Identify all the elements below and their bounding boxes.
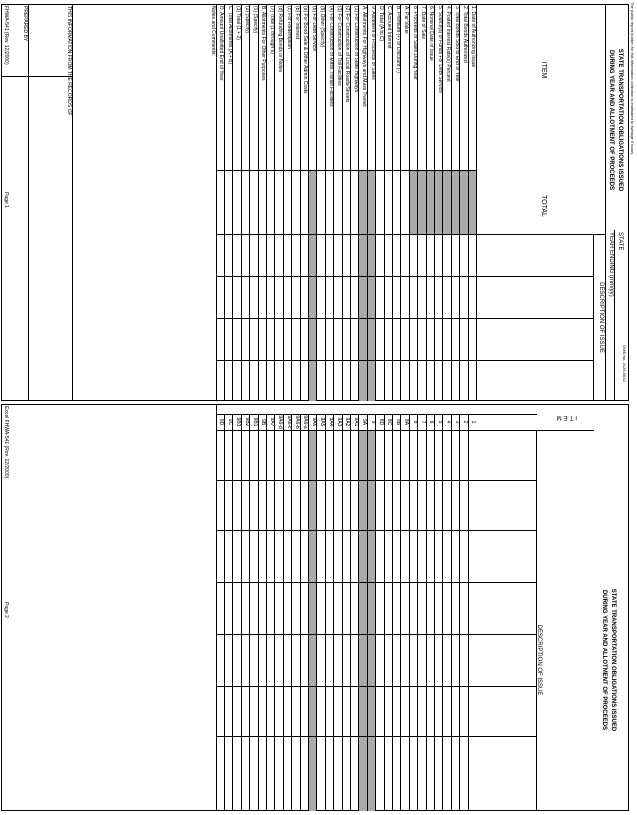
item-row-label: B. Premium (+) or Discount (-) xyxy=(394,6,401,73)
item-code: 8A xyxy=(403,418,410,426)
item-row-label: D. Total (A to C) xyxy=(378,6,385,42)
burden-note: The public report burden for this information collection is estimated to average 5 hours. xyxy=(630,2,635,156)
item-row-label: (7) Total (1 through 6) xyxy=(268,6,275,54)
item-code: 8B xyxy=(394,418,401,426)
shaded-cell xyxy=(427,171,434,234)
shaded-cell xyxy=(460,171,467,234)
item-row-label: B. Allotments For Other Purposes xyxy=(260,6,267,81)
item-code: 9A6-d xyxy=(277,415,284,429)
item-code: 8D xyxy=(378,418,385,426)
item-row-label: C. Accrued Interest xyxy=(386,6,393,49)
item-code: 9B1 xyxy=(252,417,259,427)
item-code: 9 xyxy=(369,420,376,424)
item-row-label: 6. Nominal Date of Issue xyxy=(428,6,435,61)
item-code: 8 xyxy=(411,420,418,424)
item-row-label: (1) (Specify) xyxy=(252,6,259,34)
item-row-label: C. Total Allotments (A + B) xyxy=(226,6,233,65)
item-row-label: (2) For Construction of Local Roads/Streets xyxy=(344,6,351,103)
notes-label: Notes and Comments: xyxy=(210,6,216,56)
item-code: 9A6-a xyxy=(302,415,309,429)
item-row-label: 2. Total Bonds Authorized xyxy=(462,6,469,63)
shaded-cell xyxy=(452,171,459,234)
item-code: 9A5 xyxy=(319,417,326,427)
item-code: 9D xyxy=(218,418,225,426)
col-header-total: TOTAL xyxy=(540,195,547,217)
item-row-label: A. Par Value xyxy=(403,6,410,34)
item-row-label: (3) For Construction of Toll Facilities xyxy=(336,6,343,86)
state-label: STATE xyxy=(617,232,623,251)
shaded-cell xyxy=(435,171,442,234)
shaded-cell xyxy=(368,171,375,234)
shaded-cell xyxy=(309,171,316,234)
shaded-cell xyxy=(443,171,450,234)
item-code: 3 xyxy=(453,420,460,424)
item-code: 9A6-c xyxy=(285,415,292,429)
year-ending-label: YEAR ENDING (mm/yy) xyxy=(608,232,614,297)
item-row-label: 8. Proceeds of Sales During Year xyxy=(411,6,418,80)
item-row-label: 9. Allotment of Proceeds of Sales xyxy=(369,6,376,80)
item-row-label: (d) Refunding Bonds or Notes xyxy=(277,6,284,73)
item-code: 9A2 xyxy=(344,417,351,427)
shaded-cell xyxy=(469,171,476,234)
item-code: 1 xyxy=(470,420,477,424)
item-code: 7 xyxy=(420,420,427,424)
omb-number: OMB No. 2125-0032 xyxy=(622,345,627,382)
shaded-cell xyxy=(368,431,375,811)
item-row-label: (b) For Interest xyxy=(294,6,301,40)
page2-col-header-item: ITEM xyxy=(554,414,577,420)
item-code: 9A4 xyxy=(327,417,334,427)
records-label: THIS INFORMATION FROM THE RECORDS OF xyxy=(66,6,72,116)
item-code: 5 xyxy=(436,420,443,424)
item-code: 8C xyxy=(386,418,393,426)
item-row-label: (1) For Construction of State Highways xyxy=(352,6,359,93)
item-row-label: A. Allotments For Highways and Mass Transit xyxy=(361,6,368,107)
item-row-label: (4) For Construction of Mass Transit Facilities xyxy=(327,6,334,107)
item-code: 9B2 xyxy=(243,417,250,427)
item-code: 2 xyxy=(462,420,469,424)
page1-page-number: Page 1 xyxy=(3,192,9,208)
page1-form-number: FHWA-541 (Rev. 12/2000) xyxy=(3,6,9,65)
item-code: 6 xyxy=(428,420,435,424)
item-code: 9C xyxy=(226,418,233,426)
page2-page-number: Page 2 xyxy=(3,602,9,618)
item-code: 9B3 xyxy=(235,417,242,427)
page2-col-header-description: DESCRIPTION OF ISSUE xyxy=(536,624,542,696)
shaded-cell xyxy=(359,431,366,811)
col-header-item: ITEM xyxy=(540,61,547,79)
item-row-label: 5. Source(s) of Funds For Debt Service xyxy=(436,6,443,93)
item-row-label: (2) (Specify) xyxy=(243,6,250,34)
page2-form-number: Excel FHWA-541 (Rev. 12/2000) xyxy=(3,406,9,479)
item-code: 9A6 xyxy=(310,417,317,427)
shaded-cell xyxy=(359,171,366,234)
item-row-label: (6) For Debt Service xyxy=(310,6,317,52)
item-row-label: (a) For Bond Sale & Other Admin Costs xyxy=(302,6,309,94)
page1-title: STATE TRANSPORTATION OBLIGATIONS ISSUED DURING YEAR AND ALLOTMENT OF PROCEEDS xyxy=(608,48,623,192)
shaded-cell xyxy=(418,171,425,234)
item-row-label: (3) Total (1 + 2) xyxy=(235,6,242,40)
shaded-cell xyxy=(410,171,417,234)
col-header-description: DESCRIPTION OF ISSUE xyxy=(598,282,604,353)
page2-title: STATE TRANSPORTATION OBLIGATIONS ISSUED DURING YEAR AND ALLOTMENT OF PROCEEDS xyxy=(601,588,616,732)
prepared-by-label: PREPARED BY xyxy=(22,6,28,42)
item-code: 9B xyxy=(260,418,267,426)
item-row-label: (5) Other (Specify) xyxy=(319,6,326,48)
item-code: 4 xyxy=(445,420,452,424)
item-code: 9A6-b xyxy=(294,415,301,429)
shaded-cell xyxy=(309,431,316,811)
item-row-label: 1. Date of Authorizing Issue xyxy=(470,6,477,68)
item-code: 9A3 xyxy=(336,417,343,427)
item-row-label: 4. Posted Interest Rate(s) Percent xyxy=(445,6,452,82)
item-code: 9A xyxy=(361,418,368,426)
item-row-label: 7. Date of Sale xyxy=(420,6,427,40)
item-code: 9A1 xyxy=(352,417,359,427)
item-code: 9A7 xyxy=(268,417,275,427)
item-row-label: (c) For Redemption xyxy=(285,6,292,50)
item-row-label: 3. Total Bonds Sold to End of Year xyxy=(453,6,460,82)
item-row-label: D. Amount Unallotted End of Year xyxy=(218,6,225,81)
